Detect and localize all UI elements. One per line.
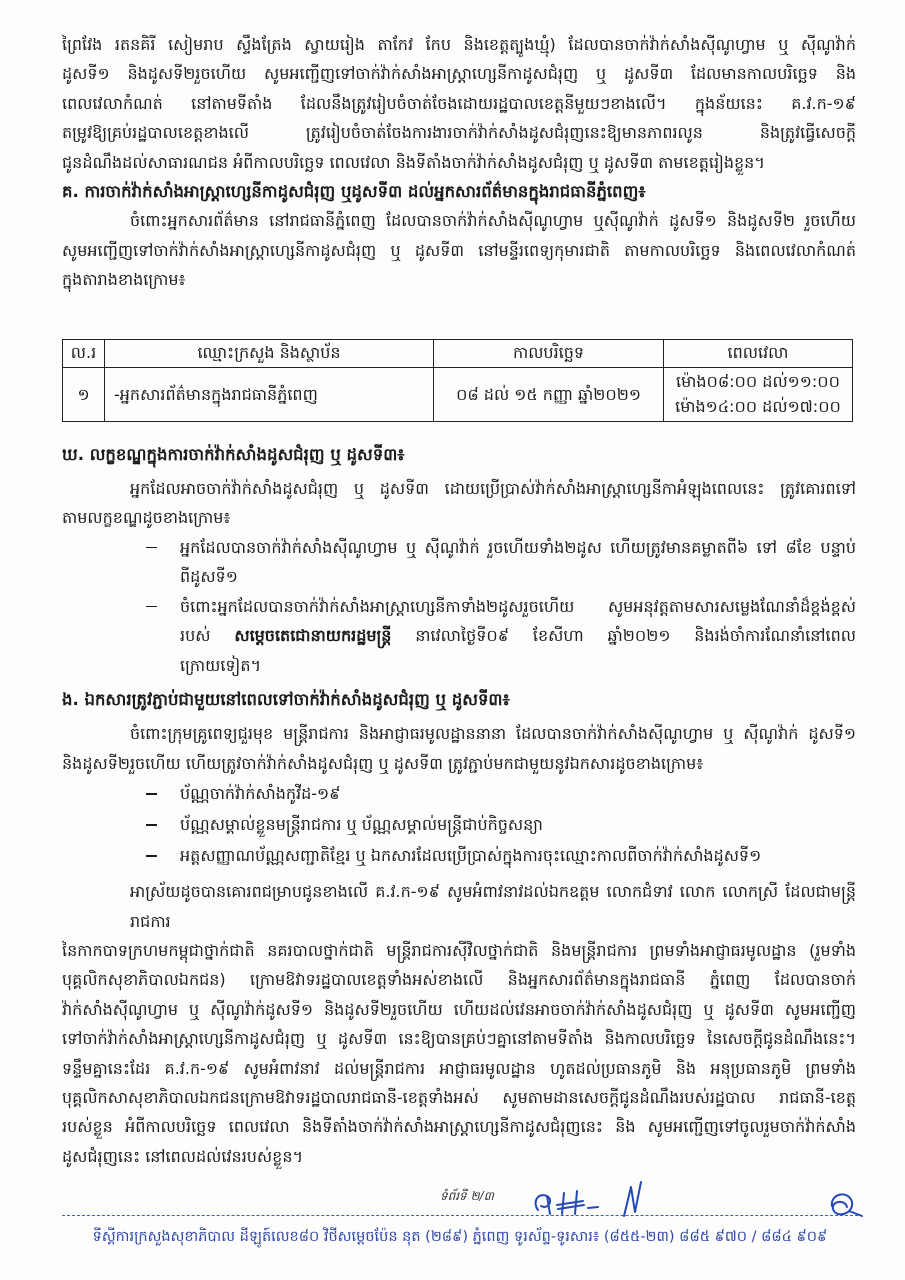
prime-minister-title: សម្តេចតេជោនាយករដ្ឋមន្ត្រី: [234, 626, 392, 646]
section-c-heading: គ. ការចាក់វ៉ាក់សាំងអាស្ត្រាហ្សេនីកាដូសជំរុញ ឬដូសទី៣ ដល់អ្នកសារព័ត៌មានក្នុងរាជធានីភ្នំពេញ៖: [62, 182, 646, 202]
signature-stroke: [624, 1182, 641, 1216]
closing-line: នៃកាកបាទក្រហមកម្ពុជាថ្នាក់ជាតិ នគរបាលថ្នាក់ជាតិ មន្ត្រីរាជការស៊ីវិលថ្នាក់ជាតិ និងមន្ត្រីរាជការ ព្រមទាំងអាជ្ញាធរមូលដ្ឋាន (រួមទាំង: [62, 940, 857, 960]
signature-stroke: [536, 1195, 551, 1214]
section-c-line: ក្នុងតារាងខាងក្រោម៖: [62, 270, 186, 290]
bullet-dash: [146, 547, 157, 549]
list-item-line: ប័ណ្ណចាក់វ៉ាក់សាំងកូវីដ-១៩: [180, 784, 341, 804]
footer-address: ទីស្តីការក្រសួងសុខាភិបាល ដីឡូត៍លេខ៨០ វិថីសម្តេចប៉ែន នុត (២៨៩) ភ្នំពេញ ទូរស័ព្ទ-ទូរសារ៖ (៨៥៥-២៣) ៨៨៥ ៩៧០ / ៨៨៤ ៩០៩: [92, 1229, 828, 1245]
list-item: [62, 840, 856, 871]
table-header-number: ល.រ: [63, 339, 105, 367]
section-d-heading: ឃ. លក្ខខណ្ឌក្នុងការចាក់វ៉ាក់សាំងដូសជំរុញ ឬ ដូសទី៣៖: [62, 444, 405, 464]
list-item: [62, 809, 856, 840]
intro-line: ជូនដំណឹងដល់សាធារណជន អំពីកាលបរិច្ឆេទ ពេលវេលា និងទីតាំងចាក់វ៉ាក់សាំងដូសជំរុញ ឬ ដូសទី៣ តាមខេត្តរៀងខ្លួន។: [62, 152, 765, 172]
footer-divider: [62, 1215, 858, 1216]
bullet-dash: [146, 606, 157, 608]
signature-stroke: [832, 1194, 862, 1216]
table-header-date: កាលបរិច្ឆេទ: [434, 339, 664, 367]
intro-line: ពេលវេលាកំណត់ នៅតាមទីតាំង ដែលនឹងត្រូវរៀបចំចាត់ចែងដោយរដ្ឋបាលខេត្តនីមួយៗខាងលើ។ ក្នុងន័យនេះ គ.វ.ក-១៩: [62, 93, 856, 113]
table-row: [63, 367, 853, 421]
table-cell-date: ០៨ ដល់ ១៥ កញ្ញា ឆ្នាំ២០២១: [434, 367, 664, 421]
table-cell-time: [664, 367, 853, 421]
section-d-paragraph: [62, 474, 856, 533]
table-cell-institution: -អ្នកសារព័ត៌មានក្នុងរាជធានីភ្នំពេញ: [105, 367, 434, 421]
table-header-institution: ឈ្មោះក្រសួង និងស្ថាប័ន: [105, 339, 434, 367]
intro-line: ដូសទី១ និងដូសទី២រួចហើយ សូមអញ្ជើញទៅចាក់វ៉ាក់សាំងអាស្ត្រាហ្សេនីកាដូសជំរុញ ឬ ដូសទី៣ ដែលមានកាលបរិច្ឆេទ និង: [62, 64, 856, 84]
closing-line: ដូសជំរុញនេះ នៅពេលដល់វេនរបស់ខ្លួន។: [62, 1146, 304, 1166]
schedule-table: [62, 339, 853, 422]
list-item-line: អត្តសញ្ញាណប័ណ្ណសញ្ជាតិខ្មែរ ឬ ឯកសារដែលប្រើប្រាស់ក្នុងការចុះឈ្មោះកាលពីចាក់វ៉ាក់សាំងដូសទី១: [180, 846, 762, 866]
signature-initials: [818, 1184, 874, 1226]
list-item: [62, 592, 856, 680]
list-item-line: ប័ណ្ណសម្គាល់ខ្លួនមន្ត្រីរាជការ ឬ ប័ណ្ណសម្គាល់មន្ត្រីជាប់កិច្ចសន្យា: [180, 815, 543, 835]
section-e-line: ចំពោះក្រុមគ្រូពេទ្យជួរមុខ មន្ត្រីរាជការ និងអាជ្ញាធរមូលដ្ឋាននានា ដែលបានចាក់វ៉ាក់សាំងស៊ីណូហ្វាម ឬ ស៊ីណូវ៉ាក់ ដូសទី១: [130, 724, 856, 744]
list-item-line: ក្រោយទៀត។: [180, 655, 262, 675]
section-e-heading: ង. ឯកសារត្រូវភ្ជាប់ជាមួយនៅពេលទៅចាក់វ៉ាក់សាំងដូសជំរុញ ឬ ដូសទី៣៖: [62, 689, 510, 709]
intro-paragraph: [62, 30, 856, 177]
time-slot-morning: ម៉ោង០៨:០០ ដល់១១:០០: [676, 372, 840, 392]
closing-line: របស់ខ្លួន អំពីកាលបរិច្ឆេទ ពេលវេលា និងទីតាំងចាក់វ៉ាក់សាំងអាស្ត្រាហ្សេនីកាដូសជំរុញនេះ និង សូមអញ្ជើញទៅចូលរួមចាក់វ៉ាក់សាំង: [62, 1117, 856, 1137]
bullet-dash: [146, 793, 157, 795]
section-d-line: តាមលក្ខខណ្ឌដូចខាងក្រោម៖: [62, 508, 231, 528]
closing-line: អាស្រ័យដូចបានគោរពជម្រាបជូនខាងលើ គ.វ.ក-១៩ សូមអំពាវនាវដល់ឯកឧត្តម លោកជំទាវ លោក លោកស្រី ដែលជាមន្ត្រីរាជការ: [130, 882, 856, 931]
list-item-line: ពីដូសទី១: [180, 567, 238, 587]
intro-line: តម្រូវឱ្យគ្រប់រដ្ឋបាលខេត្តខាងលើ ត្រូវរៀបចំចាត់ចែងការងារចាក់វ៉ាក់សាំងដូសជំរុញនេះឱ្យមានភាពរលូន និងត្រូវធ្វើសេចក្តី: [62, 123, 856, 143]
signature-initials: [520, 1178, 670, 1226]
table-header-time: ពេលវេលា: [664, 339, 853, 367]
closing-line: ទន្ទឹមគ្នានេះដែរ គ.វ.ក-១៩ សូមអំពាវនាវ ដល់មន្ត្រីរាជការ អាជ្ញាធរមូលដ្ឋាន ហូតដល់ប្រធានភូមិ និង អនុប្រធានភូមិ ព្រមទាំង: [62, 1058, 856, 1078]
closing-line: បុគ្គលិកសុខាភិបាលឯកជន) ក្រោមឱវាទរដ្ឋបាលខេត្តទាំងអស់ខាងលើ និងអ្នកសារព័ត៌មានក្នុងរាជធានី ភ្នំពេញ ដែលបានចាក់: [62, 970, 856, 990]
section-d-line: អ្នកដែលអាចចាក់វ៉ាក់សាំងដូសជំរុញ ឬ ដូសទី៣ ដោយប្រើប្រាស់វ៉ាក់សាំងអាស្ត្រាហ្សេនីកាអំឡុងពេលនេះ ត្រូវគោរពទៅ: [130, 479, 856, 499]
intro-line: ព្រៃវែង រតនគិរី សៀមរាប ស្ទឹងត្រែង ស្វាយរៀង តាកែវ កែប និងខេត្តត្បូងឃ្មុំ) ដែលបានចាក់វ៉ាក់សាំងស៊ីណូហ្វាម ឬ ស៊ីណូវ៉ាក់: [62, 35, 856, 54]
section-c-line: ចំពោះអ្នកសារព័ត៌មាន នៅរាជធានីភ្នំពេញ ដែលបានចាក់វ៉ាក់សាំងស៊ីណូហ្វាម ឬស៊ីណូវ៉ាក់ ដូសទី១ និងដូសទី២ រួចហើយ: [130, 211, 856, 231]
list-item-line: ចំពោះអ្នកដែលបានចាក់វ៉ាក់សាំងអាស្ត្រាហ្សេនីកាទាំង២ដូសរួចហើយ សូមអនុវត្តតាមសារសម្លេងណែនាំដ៏ខ្ពង់ខ្ពស់: [180, 596, 856, 616]
document-body: [62, 30, 856, 1171]
closing-line: វ៉ាក់សាំងស៊ីណូហ្វាម ឬ ស៊ីណូវ៉ាក់ដូសទី១ និងដូសទី២រួចហើយ ហើយដល់វេនអាចចាក់វ៉ាក់សាំងដូសជំរុញ ឬ ដូសទី៣ សូមអញ្ជើញ: [62, 999, 856, 1019]
page-number: ទំព័រទី ២/៣: [440, 1189, 494, 1203]
section-e-paragraph: [62, 719, 856, 778]
signature-stroke: [557, 1191, 584, 1214]
closing-paragraph: [62, 877, 856, 1171]
section-c-line: សូមអញ្ជើញទៅចាក់វ៉ាក់សាំងអាស្ត្រាហ្សេនីកាដូសជំរុញ ឬ ដូសទី៣ នៅមន្ទីរពេទ្យកុមារជាតិ តាមកាលបរិច្ឆេទ និងពេលវេលាកំណត់: [62, 240, 856, 260]
time-slot-afternoon: ម៉ោង១៤:០០ ដល់១៧:០០: [675, 397, 841, 417]
table-cell-number: ១: [63, 367, 105, 421]
section-c-paragraph: [62, 206, 856, 294]
bullet-dash: [146, 824, 157, 826]
list-item-text: របស់: [180, 626, 235, 646]
list-item-line: [180, 621, 856, 650]
closing-line: បុគ្គលិកសាសុខាភិបាលឯកជនក្រោមឱវាទរដ្ឋបាលរាជធានី-ខេត្តទាំងអស់ សូមតាមដានសេចក្តីជូនដំណឹងរបស់រដ្ឋបាល រាជធានី-ខេត្ត: [62, 1087, 856, 1107]
signature-stroke: [588, 1207, 598, 1208]
list-item: [62, 778, 856, 809]
list-item-line: អ្នកដែលបានចាក់វ៉ាក់សាំងស៊ីណូហ្វាម ឬ ស៊ីណូវ៉ាក់ រួចហើយទាំង២ដូស ហើយត្រូវមានគម្លាតពី៦ ទៅ ៨ខែ បន្ទាប់: [180, 537, 856, 557]
table-header-row: [63, 339, 853, 367]
bullet-dash: [146, 855, 157, 857]
list-item: [62, 533, 856, 592]
list-item-text: នាវេលាថ្ងៃទី០៩ ខែសីហា ឆ្នាំ២០២១ និងរង់ចាំការណែនាំនៅពេល: [391, 626, 856, 646]
closing-line: ទៅចាក់វ៉ាក់សាំងអាស្ត្រាហ្សេនីកាដូសជំរុញ ឬ ដូសទី៣ នេះឱ្យបានគ្រប់ៗគ្នានៅតាមទីតាំង និងកាលបរិច្ឆេទ នៃសេចក្តីជូនដំណឹងនេះ។: [62, 1029, 856, 1049]
section-e-line: និងដូសទី២រួចហើយ ហើយត្រូវចាក់វ៉ាក់សាំងដូសជំរុញ ឬ ដូសទី៣ ត្រូវភ្ជាប់មកជាមួយនូវឯកសារដូចខាងក្រោម៖: [62, 753, 704, 773]
